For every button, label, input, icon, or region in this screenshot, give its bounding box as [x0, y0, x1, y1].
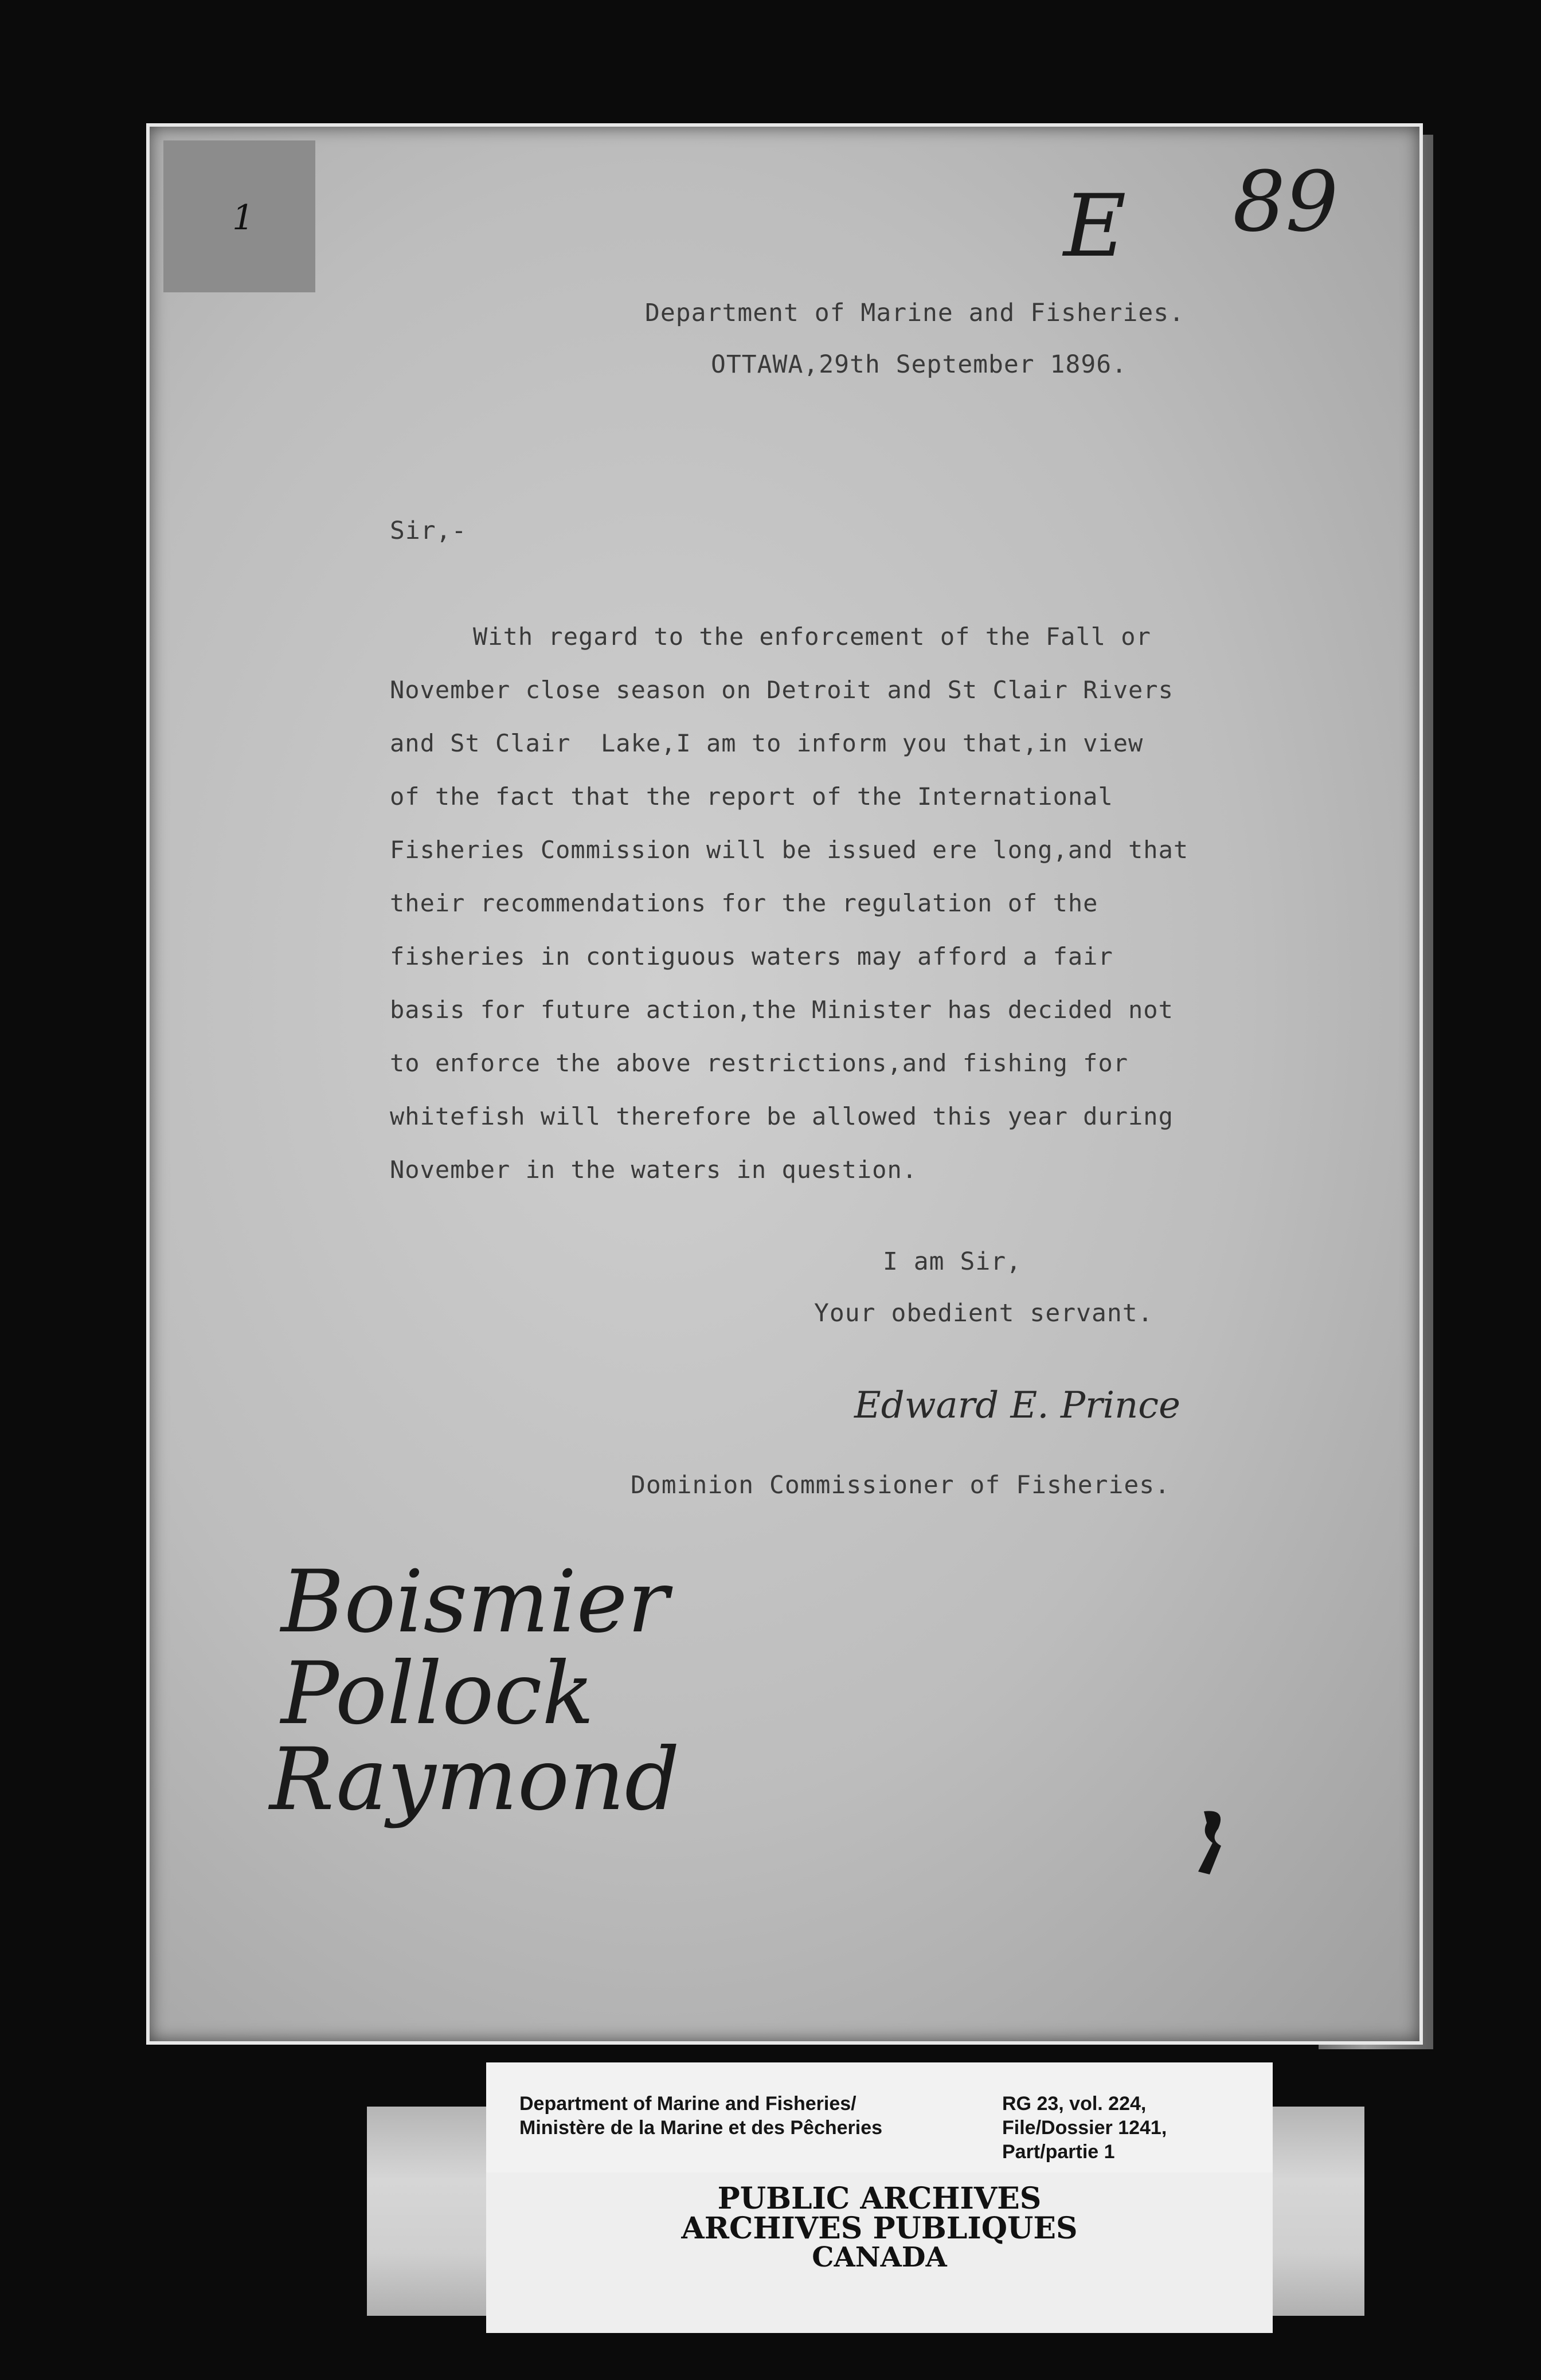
- body-line: basis for future action,the Minister has decided not: [390, 996, 1174, 1024]
- handwritten-name: Raymond: [269, 1730, 680, 1830]
- body-line: to enforce the above restrictions,and fishing for: [390, 1049, 1129, 1077]
- body-line: November in the waters in question.: [390, 1156, 918, 1184]
- signatory-title: Dominion Commissioner of Fisheries.: [631, 1471, 1171, 1500]
- body-line: of the fact that the report of the International: [390, 782, 1113, 811]
- letterhead-department: Department of Marine and Fisheries.: [645, 299, 1185, 327]
- stamp-line: PUBLIC ARCHIVES: [717, 2181, 1042, 2216]
- corner-letter-annotation: E: [1063, 177, 1127, 276]
- department-english: Department of Marine and Fisheries/: [519, 2093, 856, 2115]
- handwritten-name: Pollock: [281, 1644, 595, 1744]
- body-line: their recommendations for the regulation of the: [390, 889, 1098, 917]
- archive-reference-label: [486, 2062, 1273, 2177]
- ink-mark: [1192, 1806, 1238, 1880]
- body-line: whitefish will therefore be allowed this year during: [390, 1102, 1174, 1130]
- stamp-line: CANADA: [812, 2241, 947, 2273]
- body-line: With regard to the enforcement of the Fall or: [473, 623, 1151, 651]
- public-archives-stamp: [486, 2172, 1273, 2333]
- closing-line: Your obedient servant.: [814, 1299, 1153, 1328]
- signature: Edward E. Prince: [854, 1384, 1180, 1427]
- body-line: November close season on Detroit and St Clair Rivers: [390, 676, 1174, 704]
- salutation: Sir,-: [390, 516, 467, 545]
- body-line: Fisheries Commission will be issued ere long,and that: [390, 836, 1189, 864]
- stamp-line: ARCHIVES PUBLIQUES: [681, 2211, 1078, 2246]
- reference-line: File/Dossier 1241,: [1002, 2117, 1167, 2139]
- reference-line: Part/partie 1: [1002, 2141, 1115, 2163]
- closing-line: I am Sir,: [883, 1247, 1022, 1276]
- handwritten-name: Boismier: [281, 1552, 669, 1652]
- corner-mark: 1: [232, 198, 255, 238]
- body-line: and St Clair Lake,I am to inform you that,in view: [390, 729, 1144, 757]
- folio-number: 89: [1233, 154, 1339, 250]
- letterhead-place-date: OTTAWA,29th September 1896.: [711, 350, 1127, 379]
- department-french: Ministère de la Marine et des Pêcheries: [519, 2117, 883, 2139]
- body-line: fisheries in contiguous waters may afford a fair: [390, 942, 1113, 970]
- reference-line: RG 23, vol. 224,: [1002, 2093, 1147, 2115]
